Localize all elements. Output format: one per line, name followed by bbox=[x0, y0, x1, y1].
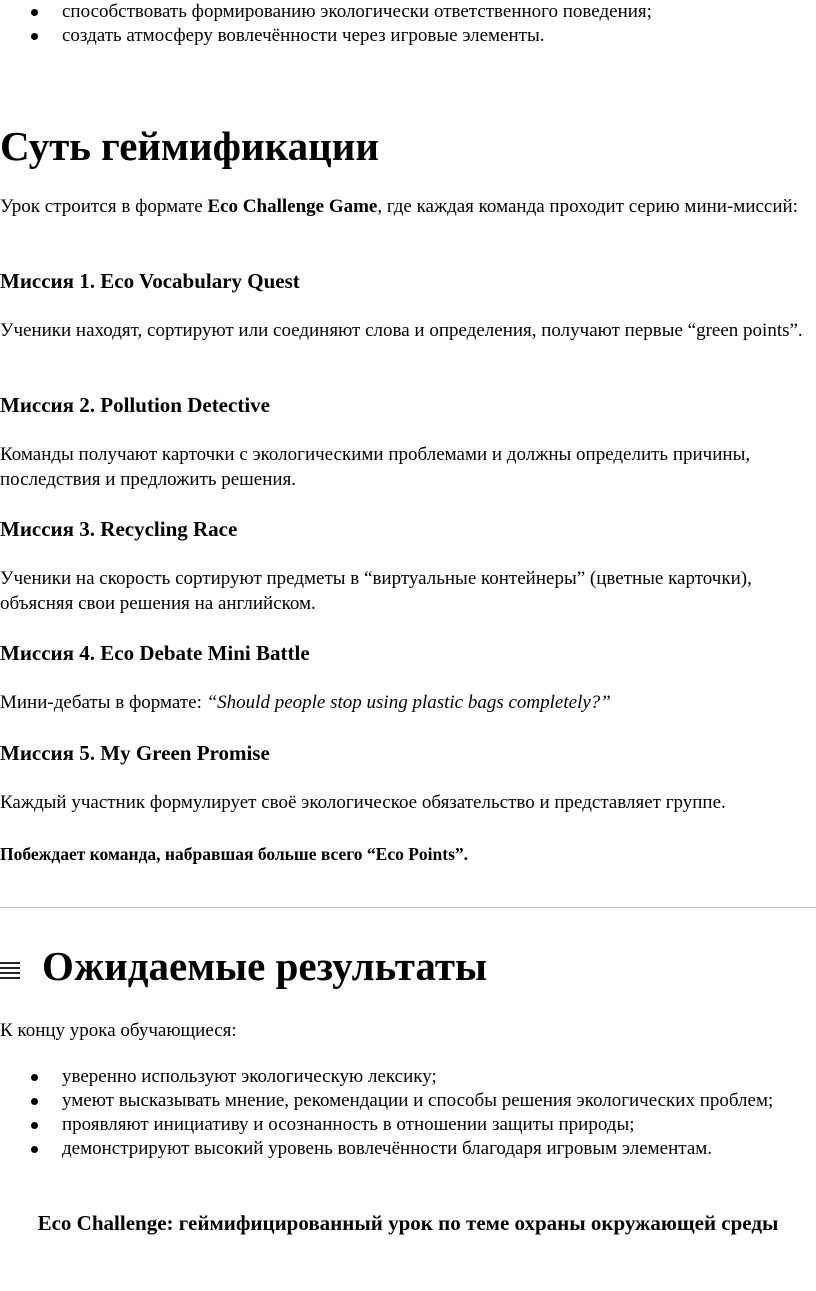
section-heading-gamification: Суть геймификации bbox=[0, 123, 379, 169]
mission-title: Миссия 1. Eco Vocabulary Quest bbox=[0, 269, 300, 293]
debate-format-label: Мини-дебаты в формате: bbox=[0, 692, 207, 713]
mission-title: Миссия 3. Recycling Race bbox=[0, 517, 238, 541]
results-heading-text: Ожидаемые результаты bbox=[42, 943, 488, 989]
intro-text-end: , где каждая команда проходит серию мини-миссий: bbox=[377, 196, 798, 217]
list-item: способствовать формированию экологически ответственного поведения; bbox=[0, 0, 816, 24]
results-intro: К концу урока обучающиеся: bbox=[0, 1020, 237, 1041]
list-item: умеют высказывать мнение, рекомендации и способы решения экологических проблем; bbox=[0, 1089, 816, 1113]
list-item: проявляют инициативу и осознанность в отношении защиты природы; bbox=[0, 1113, 816, 1137]
mission-description bbox=[0, 690, 816, 715]
document-icon bbox=[0, 959, 20, 983]
gamification-intro bbox=[0, 194, 816, 219]
game-format-name: Eco Challenge Game bbox=[207, 196, 378, 217]
mission-title: Миссия 5. My Green Promise bbox=[0, 741, 270, 765]
section-divider bbox=[0, 907, 816, 908]
mission-title: Миссия 2. Pollution Detective bbox=[0, 393, 270, 417]
results-list bbox=[0, 1065, 816, 1161]
mission-description: Ученики на скорость сортируют предметы в “виртуальные контейнеры” (цветные карточки), объясняя свои решения на английском. bbox=[0, 568, 752, 614]
mission-title: Миссия 4. Eco Debate Mini Battle bbox=[0, 641, 310, 665]
list-item: уверенно используют экологическую лексику; bbox=[0, 1065, 816, 1089]
list-item: демонстрируют высокий уровень вовлечённости благодаря игровым элементам. bbox=[0, 1137, 816, 1161]
mission-description: Каждый участник формулирует своё экологическое обязательство и представляет группе. bbox=[0, 792, 726, 813]
goals-list bbox=[0, 0, 816, 48]
mission-description: Ученики находят, сортируют или соединяют слова и определения, получают первые “green points”. bbox=[0, 320, 803, 341]
list-item: создать атмосферу вовлечённости через игровые элементы. bbox=[0, 24, 816, 48]
winner-note: Побеждает команда, набравшая больше всего “Eco Points”. bbox=[0, 844, 469, 864]
document-title: Eco Challenge: геймифицированный урок по теме охраны окружающей среды bbox=[37, 1211, 779, 1235]
section-heading-results bbox=[0, 942, 487, 990]
debate-question: “Should people stop using plastic bags completely?” bbox=[206, 692, 611, 713]
intro-text: Урок строится в формате bbox=[0, 196, 208, 217]
mission-description: Команды получают карточки с экологическими проблемами и должны определить причины, последствия и предложить решения. bbox=[0, 444, 751, 490]
